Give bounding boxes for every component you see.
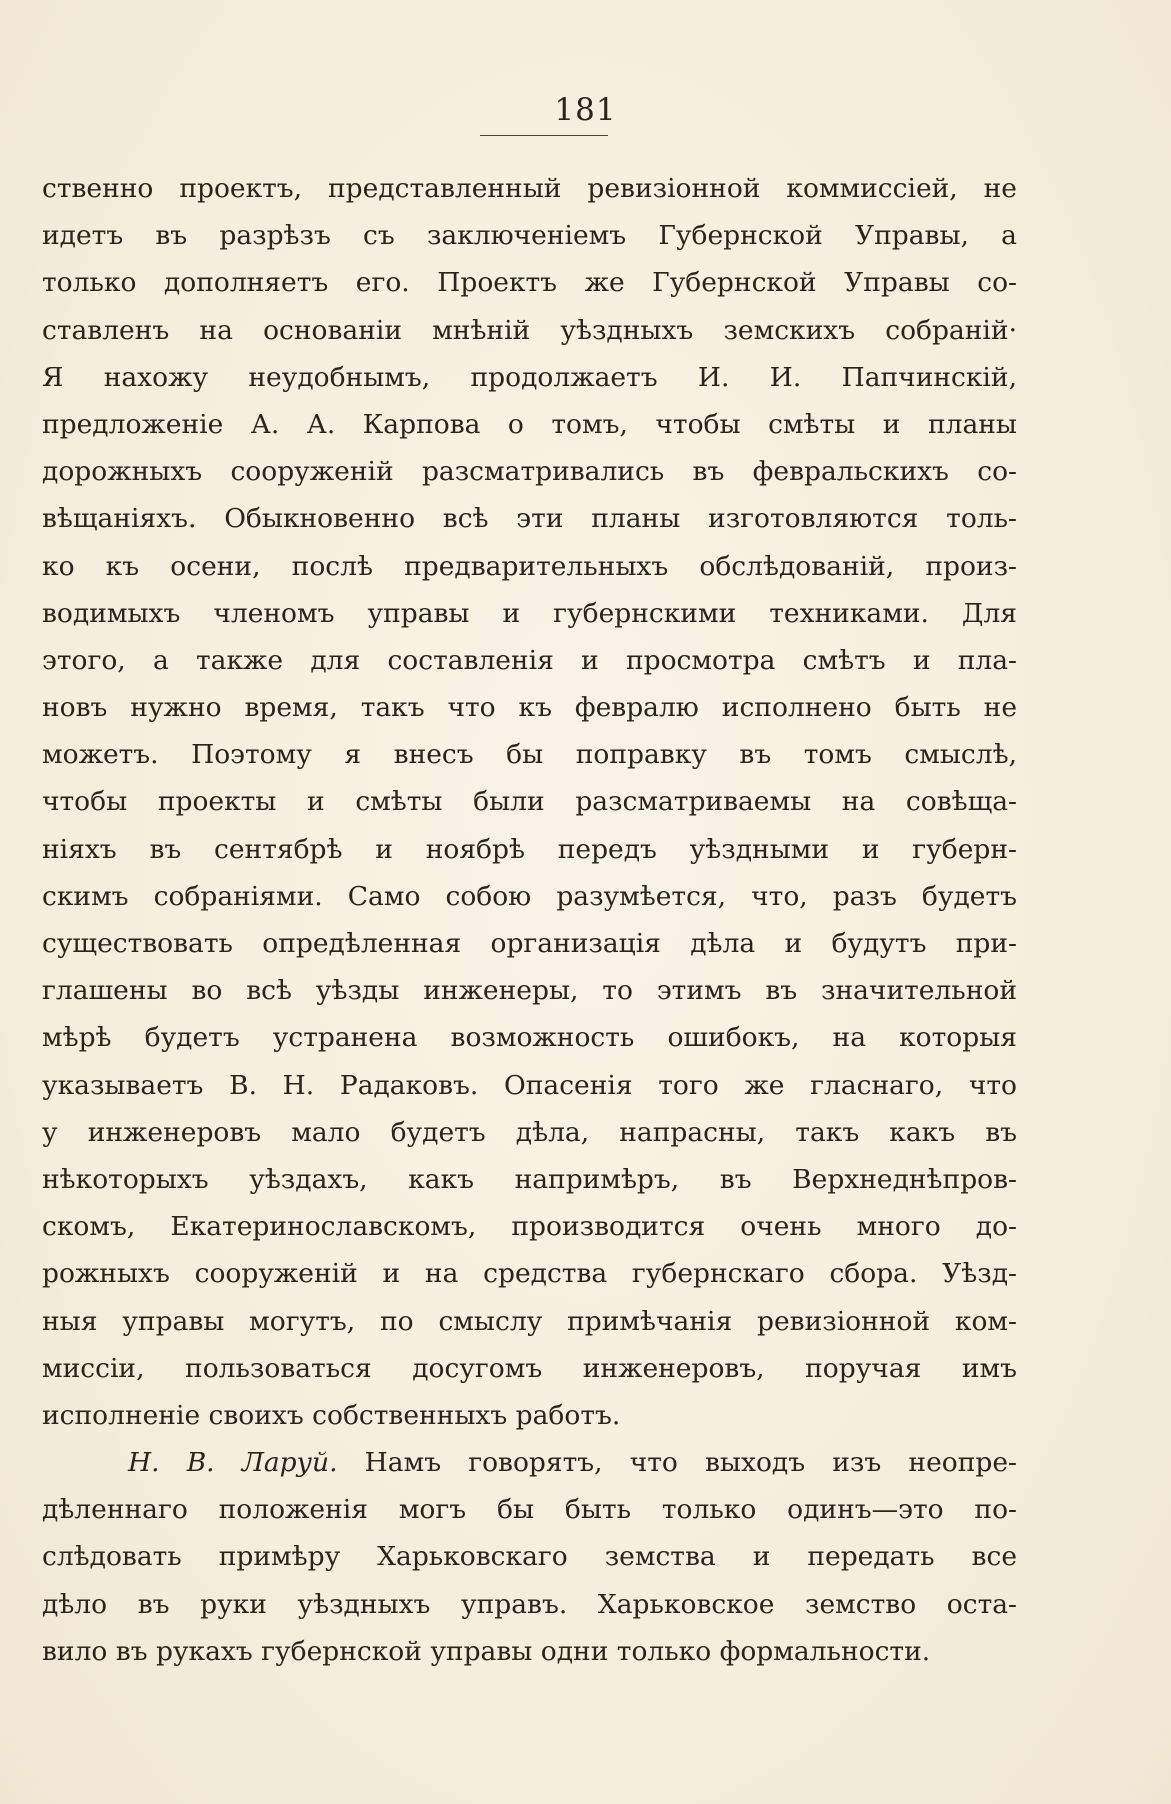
text-line: указываетъ В. Н. Радаковъ. Опасенія того же гласнаго, что (42, 1069, 1017, 1101)
text-line: ко къ осени, послѣ предварительныхъ обслѣдованій, произ- (42, 550, 1017, 582)
text-line: глашены во всѣ уѣзды инженеры, то этимъ въ значительной (42, 975, 1017, 1007)
speaker-line (42, 1439, 1017, 1486)
text-line: вило въ рукахъ губернской управы одни только формальности. (42, 1635, 931, 1667)
text-line: только дополняетъ его. Проектъ же Губернской Управы со- (42, 267, 1017, 299)
body-text (42, 165, 1017, 1675)
text-line: чтобы проекты и смѣты были разсматриваемы на совѣща- (42, 786, 1017, 818)
text-line: мѣрѣ будетъ устранена возможность ошибокъ, на которыя (42, 1022, 1017, 1054)
paragraph-1 (42, 165, 1017, 1439)
text-line: у инженеровъ мало будетъ дѣла, напрасны, такъ какъ въ (42, 1116, 1017, 1148)
text-line: скимъ собраніями. Само собою разумѣется, что, разъ будетъ (42, 880, 1017, 912)
speaker-name: Н. В. Ларуй. (128, 1447, 338, 1479)
text-line: ставленъ на основаніи мнѣній уѣздныхъ земскихъ собраній· (42, 314, 1017, 346)
text-line: существовать опредѣленная организація дѣла и будутъ при- (42, 928, 1017, 959)
speaker-line-text: Намъ говорятъ, что выходъ изъ неопре- (364, 1447, 1017, 1479)
text-line: предложеніе А. А. Карпова о томъ, чтобы смѣты и планы (42, 408, 1017, 440)
text-line: дѣло въ руки уѣздныхъ управъ. Харьковское земство оста- (42, 1588, 1017, 1620)
text-line: новъ нужно время, такъ что къ февралю исполнено быть не (42, 692, 1017, 724)
header-rule (480, 135, 608, 136)
text-line: дорожныхъ сооруженій разсматривались въ февральскихъ со- (42, 456, 1017, 488)
text-line: этого, а также для составленія и просмотра смѣтъ и пла- (42, 644, 1017, 676)
text-line: нѣкоторыхъ уѣздахъ, какъ напримѣръ, въ Верхнеднѣпров- (42, 1163, 1017, 1195)
text-line: Я нахожу неудобнымъ, продолжаетъ И. И. Папчинскій, (42, 361, 1017, 393)
text-line: ственно проектъ, представленный ревизіонной коммиссіей, не (42, 173, 1017, 204)
text-line: ныя управы могутъ, по смыслу примѣчанія ревизіонной ком- (42, 1305, 1017, 1337)
text-line: дѣленнаго положенія могъ бы быть только одинъ—это по- (42, 1494, 1017, 1526)
text-line: можетъ. Поэтому я внесъ бы поправку въ томъ смыслѣ, (42, 739, 1017, 771)
text-line: миссіи, пользоваться досугомъ инженеровъ, поручая имъ (42, 1352, 1017, 1384)
text-line: вѣщаніяхъ. Обыкновенно всѣ эти планы изготовляются толь- (42, 503, 1017, 535)
text-line: скомъ, Екатеринославскомъ, производится очень много до- (42, 1211, 1017, 1243)
page-number: 181 (554, 92, 617, 128)
text-line: водимыхъ членомъ управы и губернскими техниками. Для (42, 597, 1017, 629)
text-line: идетъ въ разрѣзъ съ заключеніемъ Губернской Управы, а (42, 220, 1017, 252)
text-line: рожныхъ сооруженій и на средства губернскаго сбора. Уѣзд- (42, 1258, 1017, 1290)
paragraph-2 (42, 1439, 1017, 1675)
text-line: ніяхъ въ сентябрѣ и ноябрѣ передъ уѣздными и губерн- (42, 833, 1017, 865)
text-line: исполненіе своихъ собственныхъ работъ. (42, 1399, 621, 1431)
text-line: слѣдовать примѣру Харьковскаго земства и передать все (42, 1541, 1017, 1573)
